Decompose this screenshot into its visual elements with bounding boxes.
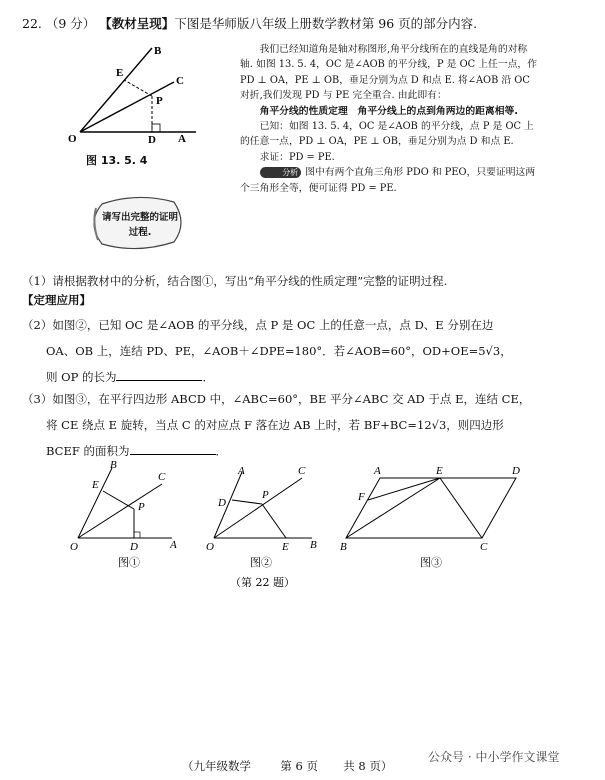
label-o: O <box>68 133 77 144</box>
label-b: B <box>154 45 162 57</box>
f3-label-b: B <box>340 541 347 553</box>
f1-label-a: A <box>170 539 177 551</box>
label-d: D <box>148 134 156 144</box>
f1-label-d: D <box>130 541 138 553</box>
watermark: 公众号 · 中小学作文课堂 <box>428 750 560 764</box>
analysis-statement <box>240 165 540 196</box>
q3-line1: （3）如图③，在平行四边形 ABCD 中，∠ABC=60°，BE 平分∠ABC 交 AD 于点 E，连结 CE， <box>22 392 531 406</box>
f1-label-o: O <box>70 541 78 553</box>
prove-statement: 求证：PD = PE. <box>259 151 335 163</box>
f2-label-b: B <box>310 539 317 551</box>
f1-label-e: E <box>92 479 99 491</box>
question-3 <box>22 386 582 464</box>
f2-label-d: D <box>218 497 226 509</box>
right-angle-d <box>152 124 160 132</box>
f2-label-p: P <box>262 489 269 501</box>
q3-period: ． <box>215 444 227 458</box>
q3-line2: 将 CE 绕点 E 旋转，当点 C 的对应点 F 落在边 AB 上时，若 BF+BC=12√3，则四边形 <box>46 418 504 432</box>
q3-prompt: BCEF 的面积为 <box>46 444 130 458</box>
problem-figures <box>0 460 605 600</box>
theorem-statement: 角平分线的性质定理 角平分线上的点到角两边的距离相等. <box>259 105 519 117</box>
question-intro: 下图是华师版八年级上册数学教材第 96 页的部分内容. <box>174 16 478 31</box>
f2-label-a: A <box>238 465 245 477</box>
f3-label-d: D <box>512 465 520 477</box>
textbook-excerpt <box>240 42 540 196</box>
q2-period: ． <box>202 370 214 384</box>
label-a: A <box>178 133 186 144</box>
f2-label-c: C <box>298 465 306 477</box>
q2-prompt: 则 OP 的长为 <box>46 370 117 384</box>
problem-caption: （第 22 题） <box>230 576 295 589</box>
footer-total: 共 8 页） <box>343 759 393 773</box>
f3-label-a: A <box>374 465 381 477</box>
figure-2 <box>206 465 317 553</box>
analysis-text: 图中有两个直角三角形 PDO 和 PEO，只要证明这两个三角形全等，便可证得 PD = PE. <box>240 167 536 194</box>
analysis-badge: 分析 <box>260 167 302 178</box>
q2-line2: OA、OB 上，连结 PD、PE，∠AOB＋∠DPE=180°．若∠AOB=60°，OD+OE=5√3， <box>46 344 512 358</box>
f2-label-o: O <box>206 541 214 553</box>
f1-label-b: B <box>110 460 117 471</box>
f3-label-f: F <box>358 491 365 503</box>
segment-pe <box>124 80 152 96</box>
q2-line1: （2）如图②，已知 OC 是∠AOB 的平分线，点 P 是 OC 上的任意一点，点 D、E 分别在边 <box>22 318 494 332</box>
f2-label-e: E <box>282 541 289 553</box>
question-header <box>22 14 477 32</box>
f3-label-c: C <box>480 541 488 553</box>
footer-page: 第 6 页 <box>280 759 318 773</box>
question-number: 22. <box>22 16 42 31</box>
question-tag: 【教材呈现】 <box>99 16 175 31</box>
label-c: C <box>176 75 184 87</box>
textbook-figure <box>64 44 204 144</box>
f3-label-e: E <box>436 465 443 477</box>
textbook-figure-caption: 图 13. 5. 4 <box>86 154 148 167</box>
f1-label-c: C <box>158 471 166 483</box>
bubble-text: 请写出完整的证明过程. <box>101 212 178 238</box>
figure-2-caption: 图② <box>250 556 272 569</box>
figure-1-caption: 图① <box>118 556 140 569</box>
figure-3-caption: 图③ <box>420 556 442 569</box>
figure-1 <box>70 460 177 553</box>
q2-answer-blank[interactable] <box>116 366 202 381</box>
given-statement: 已知：如图 13. 5. 4，OC 是∠AOB 的平分线，点 P 是 OC 上的任意一点，PD ⊥ OA，PE ⊥ OB，垂足分别为点 D 和点 E. <box>240 121 534 148</box>
section-heading: 【定理应用】 <box>22 293 91 307</box>
footer-grade: （九年级数学 <box>182 759 251 773</box>
figure-3 <box>340 465 520 553</box>
page-footer <box>182 758 392 774</box>
question-score: （9 分） <box>45 16 96 31</box>
question-2 <box>22 312 582 390</box>
label-p: P <box>156 95 163 107</box>
f1-label-p: P <box>138 501 145 513</box>
textbook-para: 我们已经知道角是轴对称图形,角平分线所在的直线是角的对称轴. 如图 13. 5. 4，OC 是∠AOB 的平分线，P 是 OC 上任一点，作 PD ⊥ OA，PE ⊥ OB，垂足分别为点 D 和点 E. 将∠AOB 沿 OC 对折,我们发现 PD 与 PE 完全重合. 由此即有： <box>240 44 538 102</box>
q3-answer-blank[interactable] <box>130 440 216 455</box>
label-e: E <box>116 67 124 79</box>
question-1: （1）请根据教材中的分析，结合图①，写出“角平分线的性质定理”完整的证明过程. <box>22 274 448 288</box>
